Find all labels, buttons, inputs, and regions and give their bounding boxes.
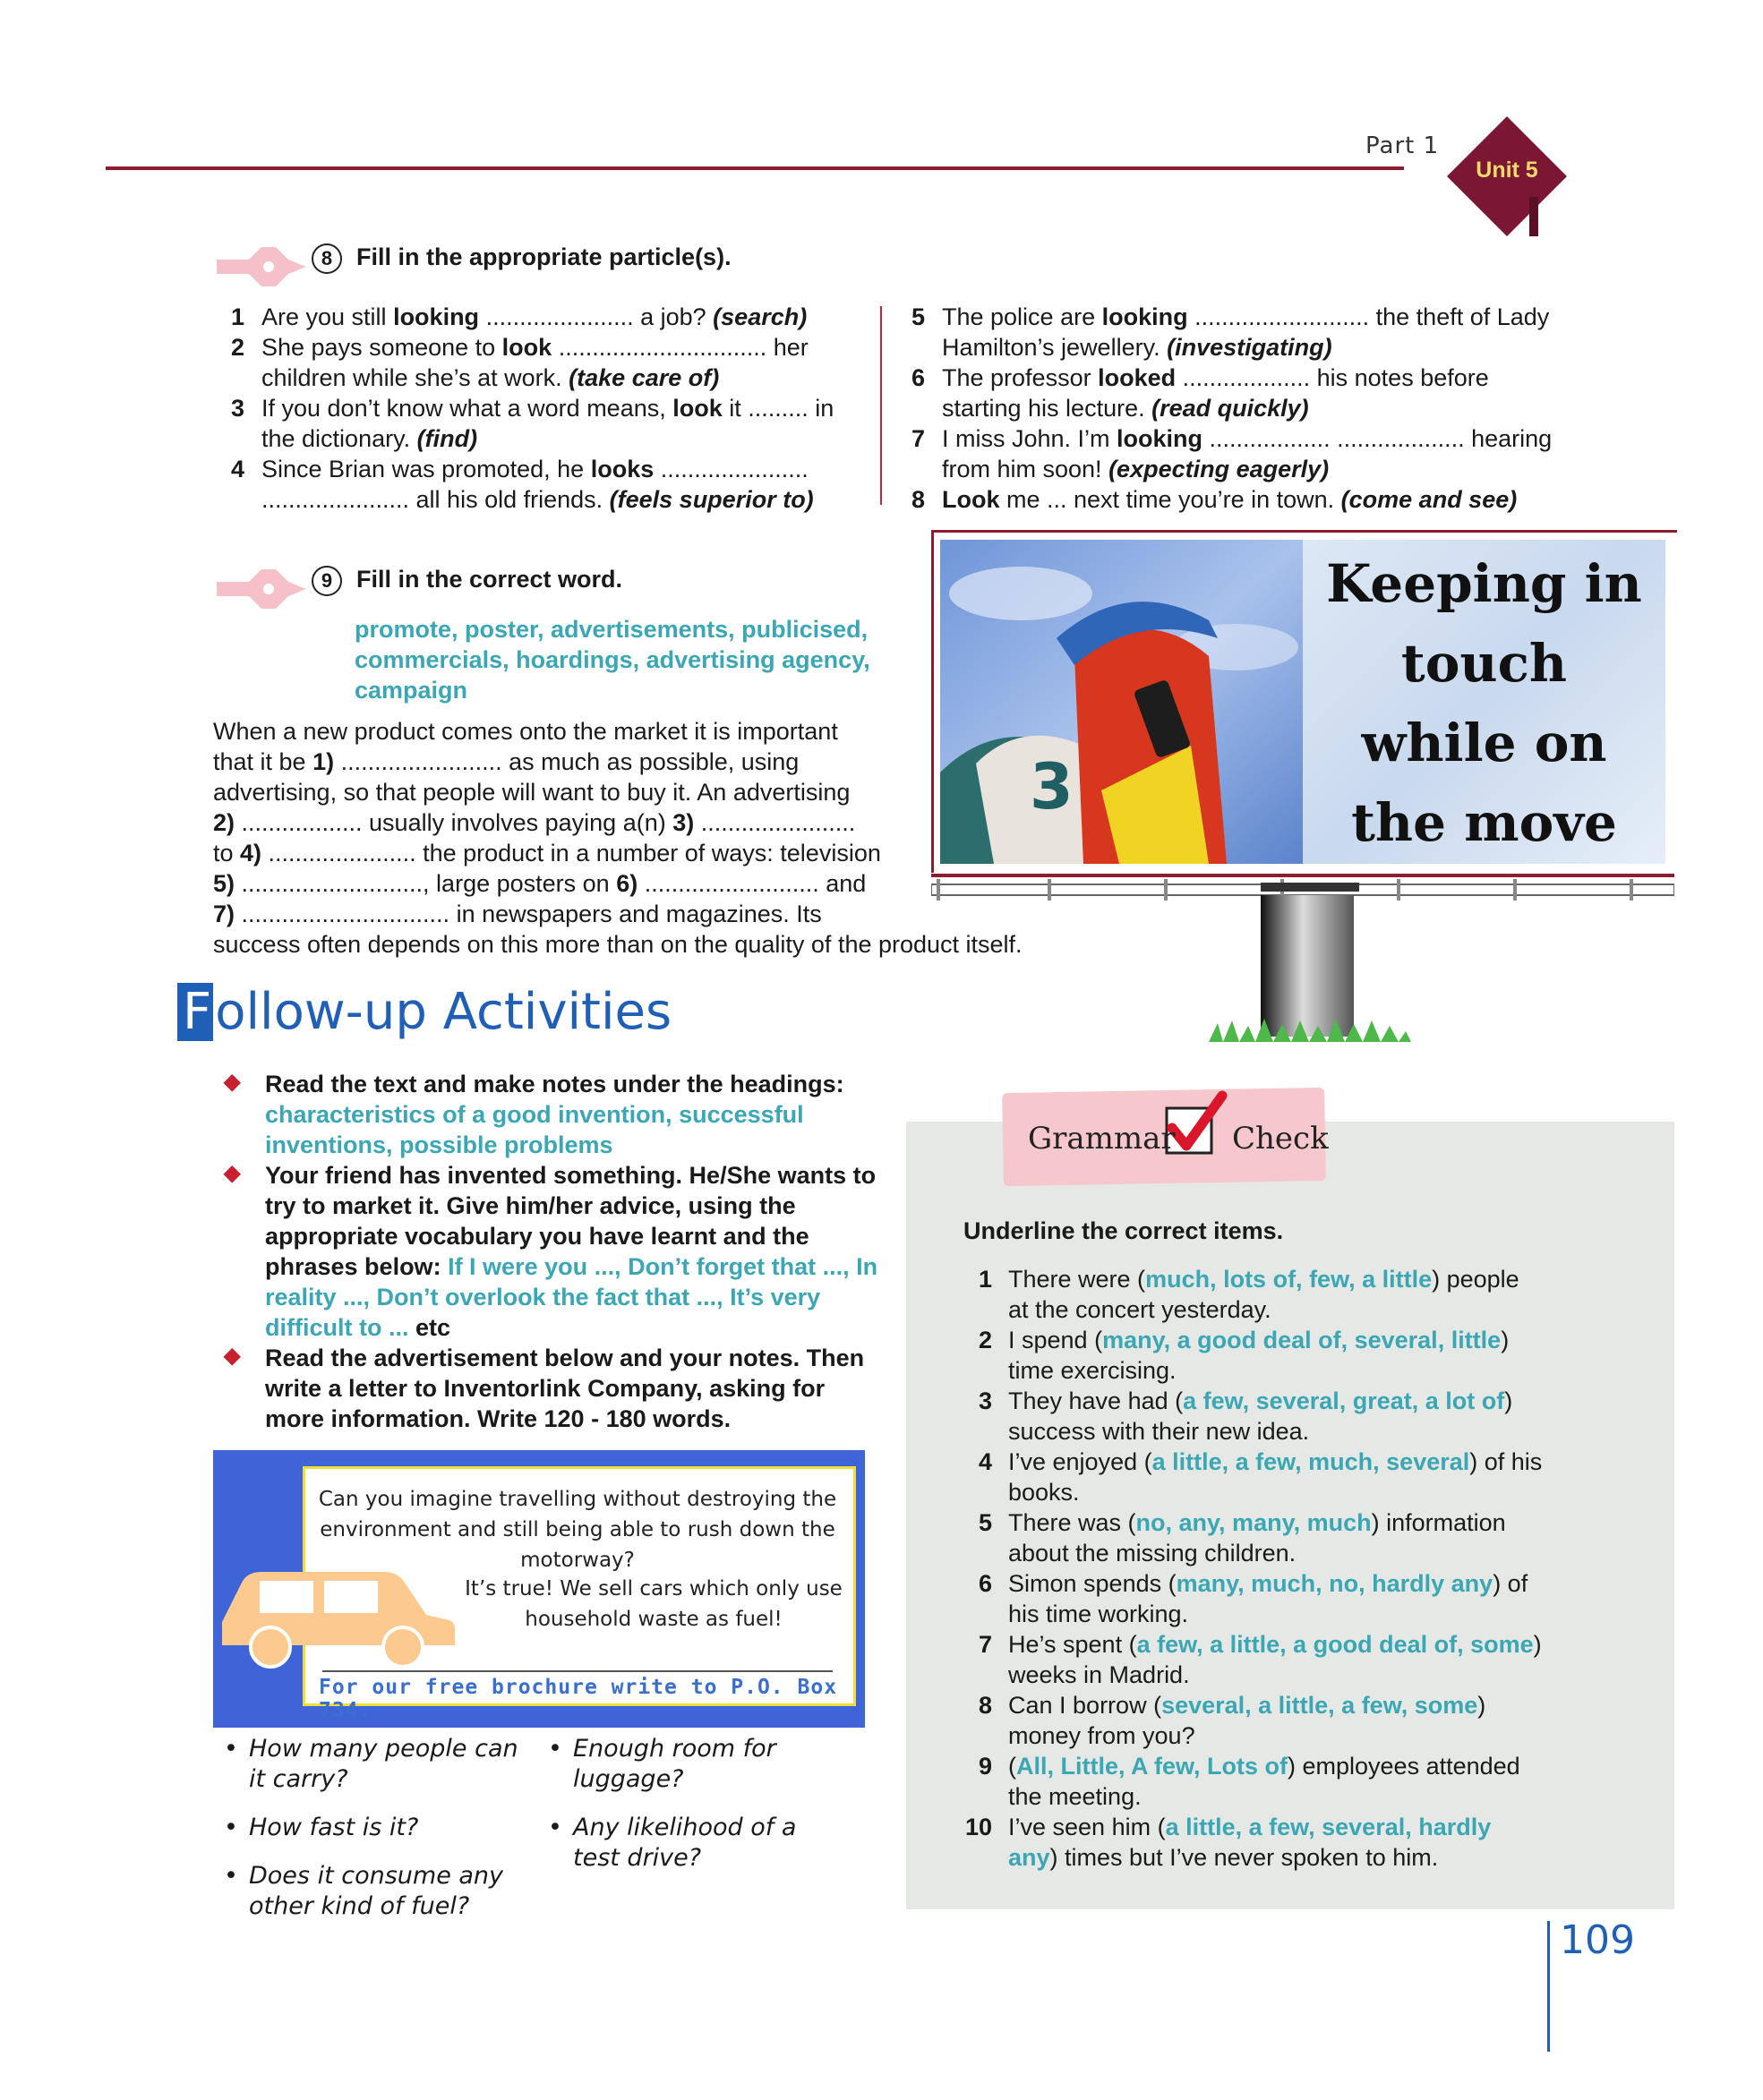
grammar-item: 1 There were (much, lots of, few, a little) people at the concert yesterday. bbox=[978, 1266, 1519, 1323]
page-number: 109 bbox=[1560, 1917, 1635, 1963]
svg-text:3: 3 bbox=[1030, 750, 1074, 824]
follow-up-item: ◆ Read the text and make notes under the headings: characteristics of a good invention, successful inventions, possible problems bbox=[224, 1070, 844, 1158]
exercise-8-title: Fill in the appropriate particle(s). bbox=[356, 243, 732, 270]
billboard-photo bbox=[940, 540, 1303, 864]
grammar-item: 8 Can I borrow (several, a little, a few, some) money from you? bbox=[978, 1692, 1486, 1749]
question-item: • How fast is it? bbox=[224, 1814, 419, 1841]
advertisement-text: Can you imagine travelling without destroying the environment and still being able to rush down the motorway? bbox=[318, 1488, 837, 1572]
follow-up-title: Follow-up Activities bbox=[177, 983, 672, 1041]
follow-up-item: ◆ Read the advertisement below and your notes. Then write a letter to Inventorlink Company, asking for more information. Write 120 - 180 words. bbox=[224, 1344, 865, 1432]
question-item: • Any likelihood of a test drive? bbox=[548, 1814, 797, 1872]
question-item: • How many people can it carry? bbox=[224, 1735, 518, 1793]
grammar-item: 6 Simon spends (many, much, no, hardly any) of his time working. bbox=[978, 1570, 1528, 1627]
follow-up-item: ◆ Your friend has invented something. He/She wants to try to market it. Give him/her advice, using the appropriate vocabulary you have learnt and the phrases below: If I were you ..., Don’t forget that ..., In reality ..., Don’t overlook the fact that ..., It’s very difficult to ... etc bbox=[224, 1161, 878, 1341]
grammar-label: Grammar bbox=[1028, 1121, 1176, 1157]
pencil-pointer-icon bbox=[213, 562, 310, 616]
pencil-pointer-icon bbox=[213, 240, 310, 294]
grammar-check-instruction: Underline the correct items. bbox=[963, 1217, 1284, 1244]
billboard-title: Keeping in touch while on the move bbox=[1326, 553, 1642, 853]
unit-label: Unit 5 bbox=[1476, 158, 1538, 183]
exercise-9-title: Fill in the correct word. bbox=[356, 566, 623, 593]
exercise-8-item: 3 If you don’t know what a word means, look it ......... in the dictionary. (find) bbox=[231, 395, 834, 452]
follow-up-list bbox=[222, 1069, 885, 1434]
question-item: • Enough room for luggage? bbox=[548, 1735, 776, 1793]
grammar-item: 10 I’ve seen him (a little, a few, several, hardly any) times but I’ve never spoken to him. bbox=[964, 1814, 1492, 1871]
exercise-8-number: 8 bbox=[312, 243, 342, 274]
exercise-8-item: 6 The professor looked ................... his notes before starting his lecture. (read quickly) bbox=[911, 364, 1489, 422]
word-bank: promote, poster, advertisements, publicised, commercials, hoardings, advertising agency, campaign bbox=[355, 616, 870, 704]
question-list-right bbox=[544, 1734, 849, 1891]
exercise-8-list-left bbox=[211, 302, 856, 515]
check-label: Check bbox=[1232, 1121, 1329, 1157]
grammar-check-list bbox=[954, 1264, 1545, 1873]
billboard-stand bbox=[931, 866, 1674, 1046]
grammar-item: 5 There was (no, any, many, much) information about the missing children. bbox=[978, 1509, 1506, 1566]
exercise-8-item: 5 The police are looking .......................... the theft of Lady Hamilton’s jewellery. (investigating) bbox=[911, 303, 1550, 361]
exercise-9-number: 9 bbox=[312, 566, 342, 596]
exercise-8-item: 8 Look me ... next time you’re in town. (come and see) bbox=[911, 486, 1518, 513]
question-list-left bbox=[220, 1734, 525, 1940]
exercise-8-item: 2 She pays someone to look ............................... her children while she’s at work. (take care of) bbox=[231, 334, 809, 391]
grammar-item: 7 He’s spent (a few, a little, a good deal of, some) weeks in Madrid. bbox=[978, 1631, 1542, 1688]
exercise-9-passage: When a new product comes onto the market it is important that it be 1) ........................ as much as possible, using advertising, so that people will want to buy it. An advertising 2) .................. usually involves paying a(n) 3) ....................... to 4) ...................... the product in a number of ways: television 5) ..........................., large posters on 6) .......................... and 7) ............................... in newspapers and magazines. Its success often depends on this more than on the quality of the product itself. bbox=[213, 718, 1023, 958]
page-number-rule bbox=[1547, 1921, 1550, 2052]
header-rule bbox=[106, 166, 1404, 170]
advertisement-text: It’s true! We sell cars which only use household waste as fuel! bbox=[465, 1577, 843, 1631]
advertisement-rule bbox=[322, 1670, 833, 1672]
exercise-8-item: 7 I miss John. I’m looking .................. ................... hearing from him soon! (expecting eagerly) bbox=[911, 425, 1553, 482]
exercise-8-item: 1 Are you still looking ...................... a job? (search) bbox=[231, 303, 808, 330]
advertisement-footer: For our free brochure write to P.O. Box 734. bbox=[319, 1676, 838, 1722]
part-label: Part 1 bbox=[1365, 132, 1440, 159]
diamond-bullet-icon: ◆ bbox=[224, 1161, 241, 1185]
question-item: • Does it consume any other kind of fuel? bbox=[224, 1862, 504, 1920]
grammar-item: 2 I spend (many, a good deal of, several, little) time exercising. bbox=[978, 1327, 1510, 1384]
grammar-item: 3 They have had (a few, several, great, a lot of) success with their new idea. bbox=[978, 1387, 1513, 1445]
diamond-bullet-icon: ◆ bbox=[224, 1344, 241, 1368]
exercise-8-list-right bbox=[892, 302, 1572, 515]
column-divider bbox=[880, 306, 882, 505]
diamond-bullet-icon: ◆ bbox=[224, 1070, 241, 1094]
grammar-item: 9 (All, Little, A few, Lots of) employees attended the meeting. bbox=[978, 1753, 1520, 1810]
grammar-item: 4 I’ve enjoyed (a little, a few, much, several) of his books. bbox=[978, 1448, 1543, 1506]
exercise-8-item: 4 Since Brian was promoted, he looks ...................... ...................... all his old friends. (feels superior to) bbox=[231, 456, 814, 513]
